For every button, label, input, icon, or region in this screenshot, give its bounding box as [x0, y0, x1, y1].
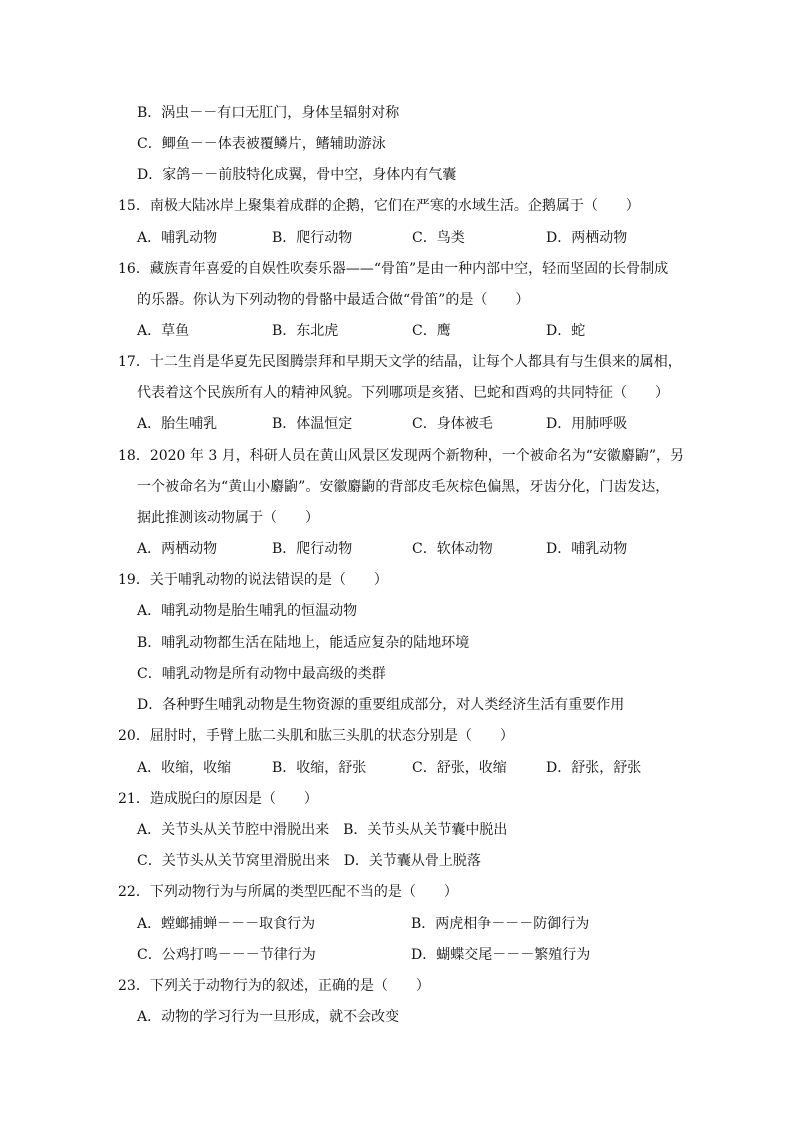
q22-option-d: D．蝴蝶交尾－－－繁殖行为	[411, 947, 591, 963]
q15-option-d: D．两栖动物	[546, 230, 628, 246]
q14-option-b: B．涡虫－－有口无肛门，身体呈辐射对称	[137, 105, 400, 121]
q18-option-b: B．爬行动物	[272, 541, 353, 557]
q16-option-a: A．草鱼	[137, 323, 190, 339]
q18-option-a: A．两栖动物	[137, 541, 218, 557]
q22-options-row2	[137, 946, 657, 964]
q23-stem: 23．下列关于动物行为的叙述，正确的是（ ）	[118, 978, 430, 994]
q16-option-c: C．鹰	[412, 323, 451, 339]
q14-option-d: D．家鸽－－前肢特化成翼，骨中空，身体内有气囊	[137, 167, 457, 183]
q20-stem: 20．屈肘时，手臂上肱二头肌和肱三头肌的状态分别是（ ）	[118, 728, 514, 744]
q15-stem: 15．南极大陆冰岸上聚集着成群的企鹅，它们在严寒的水域生活。企鹅属于（ ）	[118, 198, 640, 214]
q17-stem-line1: 17．十二生肖是华夏先民图腾崇拜和早期天文学的结晶，让每个人都具有与生俱来的属相，	[118, 354, 682, 370]
q18-options	[137, 540, 657, 558]
q18-stem-line3: 据此推测该动物属于（ ）	[137, 510, 319, 526]
q23-option-a: A．动物的学习行为一旦形成，就不会改变	[137, 1009, 400, 1025]
q15-option-b: B．爬行动物	[272, 230, 353, 246]
q17-option-c: C．身体被毛	[412, 416, 493, 432]
q20-options	[137, 759, 657, 777]
q16-options	[137, 322, 657, 340]
q17-options	[137, 415, 657, 433]
q16-option-d: D．蛇	[546, 323, 586, 339]
q21-stem: 21．造成脱臼的原因是（ ）	[118, 791, 318, 807]
q20-option-d: D．舒张，舒张	[546, 760, 642, 776]
q18-option-c: C．软体动物	[412, 541, 493, 557]
q18-option-d: D．哺乳动物	[546, 541, 628, 557]
q15-option-a: A．哺乳动物	[137, 230, 218, 246]
q15-option-c: C．鸟类	[412, 230, 465, 246]
q19-option-d: D．各种野生哺乳动物是生物资源的重要组成部分，对人类经济生活有重要作用	[137, 697, 625, 713]
q17-stem-line2: 代表着这个民族所有人的精神风貌。下列哪项是亥猪、巳蛇和酉鸡的共同特征（ ）	[137, 385, 669, 401]
q17-option-d: D．用肺呼吸	[546, 416, 628, 432]
q18-stem-line2: 一个被命名为“黄山小麝鼩”。安徽麝鼩的背部皮毛灰棕色偏黑，牙齿分化，门齿发达，	[137, 479, 670, 495]
q16-option-b: B．东北虎	[272, 323, 339, 339]
q17-option-a: A．胎生哺乳	[137, 416, 218, 432]
q14-option-c: C．鲫鱼－－体表被覆鳞片，鳍辅助游泳	[137, 136, 386, 152]
q22-option-c: C．公鸡打鸣－－－节律行为	[137, 947, 316, 963]
q22-option-b: B．两虎相争－－－防御行为	[411, 916, 590, 932]
q16-stem-line2: 的乐器。你认为下列动物的骨骼中最适合做“骨笛”的是（ ）	[137, 292, 530, 308]
q22-stem: 22．下列动物行为与所属的类型匹配不当的是（ ）	[118, 884, 458, 900]
q19-option-b: B．哺乳动物都生活在陆地上，能适应复杂的陆地环境	[137, 635, 470, 651]
q21-options-row1: A．关节头从关节腔中滑脱出来 B．关节头从关节囊中脱出	[137, 822, 508, 838]
q20-option-a: A．收缩，收缩	[137, 760, 232, 776]
q19-option-c: C．哺乳动物是所有动物中最高级的类群	[137, 666, 386, 682]
q22-option-a: A．螳螂捕蝉－－－取食行为	[137, 916, 316, 932]
q18-stem-line1: 18．2020 年 3 月，科研人员在黄山风景区发现两个新物种，一个被命名为“安徽麝鼩”，另	[118, 448, 685, 464]
q16-stem-line1: 16．藏族青年喜爱的自娱性吹奏乐器——“骨笛”是由一种内部中空，轻而坚固的长骨制成	[118, 261, 669, 277]
q22-options-row1	[137, 915, 657, 933]
q21-options-row2: C．关节头从关节窝里滑脱出来 D．关节囊从骨上脱落	[137, 853, 481, 869]
q19-option-a: A．哺乳动物是胎生哺乳的恒温动物	[137, 603, 358, 619]
q17-option-b: B．体温恒定	[272, 416, 353, 432]
q15-options	[137, 229, 657, 247]
q20-option-b: B．收缩，舒张	[272, 760, 367, 776]
q20-option-c: C．舒张，收缩	[412, 760, 507, 776]
q19-stem: 19．关于哺乳动物的说法错误的是（ ）	[118, 572, 388, 588]
